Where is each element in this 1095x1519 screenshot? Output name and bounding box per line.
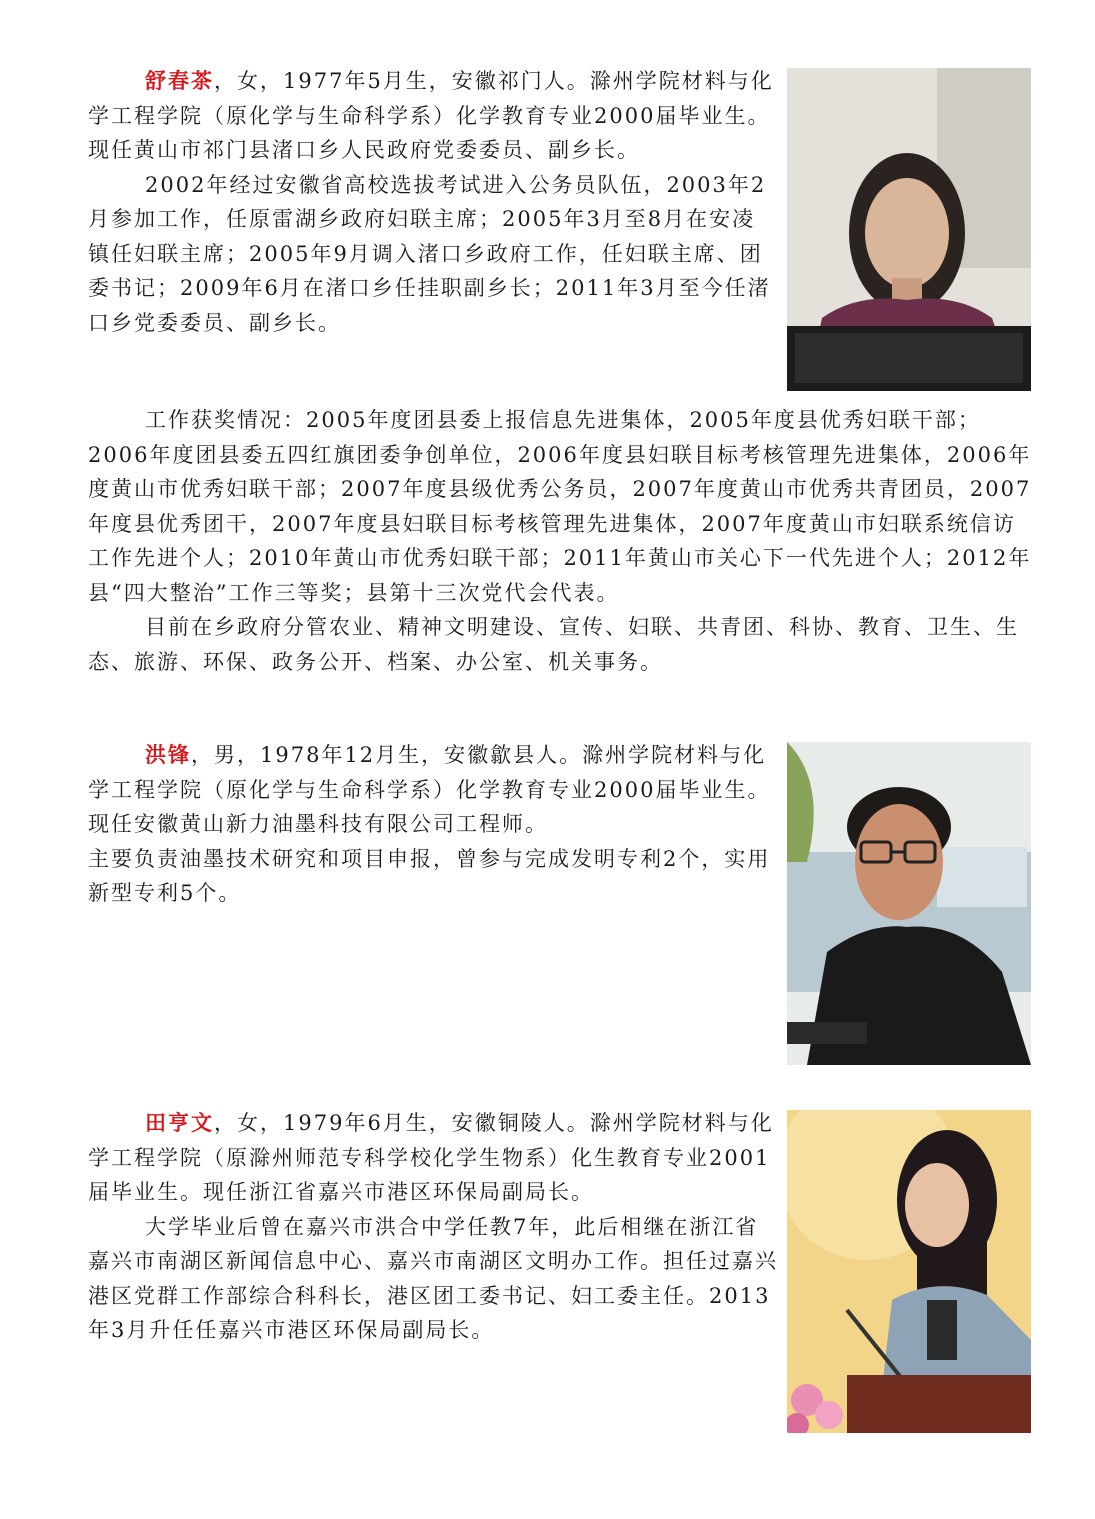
- portrait-speaker-icon: [787, 1110, 1031, 1433]
- profile-3-intro: 田亨文，女，1979年6月生，安徽铜陵人。滁州学院材料与化学工程学院（原滁州师范专科学校化学生物系）化生教育专业2001届毕业生。现任浙江省嘉兴市港区环保局副局长。: [88, 1111, 774, 1204]
- portrait-woman-icon: [787, 68, 1031, 391]
- profile-2-work: 主要负责油墨技术研究和项目申报，曾参与完成发明专利2个，实用新型专利5个。: [88, 846, 771, 905]
- profile-2-text: [88, 738, 778, 911]
- profile-2-intro: 洪锋，男，1978年12月生，安徽歙县人。滁州学院材料与化学工程学院（原化学与生命科学系）化学教育专业2000届毕业生。现任安徽黄山新力油墨科技有限公司工程师。: [88, 743, 771, 836]
- profile-2-name: 洪锋: [145, 743, 191, 767]
- profile-1-intro: 舒春茶，女，1977年5月生，安徽祁门人。滁州学院材料与化学工程学院（原化学与生命科学系）化学教育专业2000届毕业生。现任黄山市祁门县渚口乡人民政府党委委员、副乡长。: [88, 69, 774, 162]
- profile-1-awards-block: [88, 403, 1032, 679]
- profile-3-text: [88, 1106, 778, 1348]
- profile-3-name: 田亨文: [145, 1111, 214, 1135]
- profile-1-name: 舒春茶: [145, 69, 214, 93]
- profile-3-photo: [787, 1110, 1031, 1433]
- portrait-man-icon: [787, 742, 1031, 1065]
- profile-2-photo: [787, 742, 1031, 1065]
- profile-1-awards: 工作获奖情况：2005年度团县委上报信息先进集体，2005年度县优秀妇联干部；2006年度团县委五四红旗团委争创单位，2006年度县妇联目标考核管理先进集体，2006年度黄山市优秀妇联干部；2007年度县级优秀公务员，2007年度黄山市优秀共青团员，2007年度县优秀团干，2007年度县妇联目标考核管理先进集体，2007年度黄山市妇联系统信访工作先进个人；2010年黄山市优秀妇联干部；2011年黄山市关心下一代先进个人；2012年县“四大整治”工作三等奖；县第十三次党代会代表。: [88, 408, 1032, 605]
- profile-1-career: 2002年经过安徽省高校选拔考试进入公务员队伍，2003年2月参加工作，任原雷湖乡政府妇联主席；2005年3月至8月在安凌镇任妇联主席；2005年9月调入渚口乡政府工作，任妇联主席、团委书记；2009年6月在渚口乡任挂职副乡长；2011年3月至今任渚口乡党委委员、副乡长。: [88, 172, 771, 335]
- profile-1-duties: 目前在乡政府分管农业、精神文明建设、宣传、妇联、共青团、科协、教育、卫生、生态、旅游、环保、政务公开、档案、办公室、机关事务。: [88, 615, 1019, 674]
- profile-1-text: [88, 64, 778, 340]
- profile-3-career: 大学毕业后曾在嘉兴市洪合中学任教7年，此后相继在浙江省嘉兴市南湖区新闻信息中心、嘉兴市南湖区文明办工作。担任过嘉兴港区党群工作部综合科科长，港区团工委书记、妇工委主任。2013年3月升任任嘉兴市港区环保局副局长。: [88, 1214, 778, 1342]
- profile-1-photo: [787, 68, 1031, 391]
